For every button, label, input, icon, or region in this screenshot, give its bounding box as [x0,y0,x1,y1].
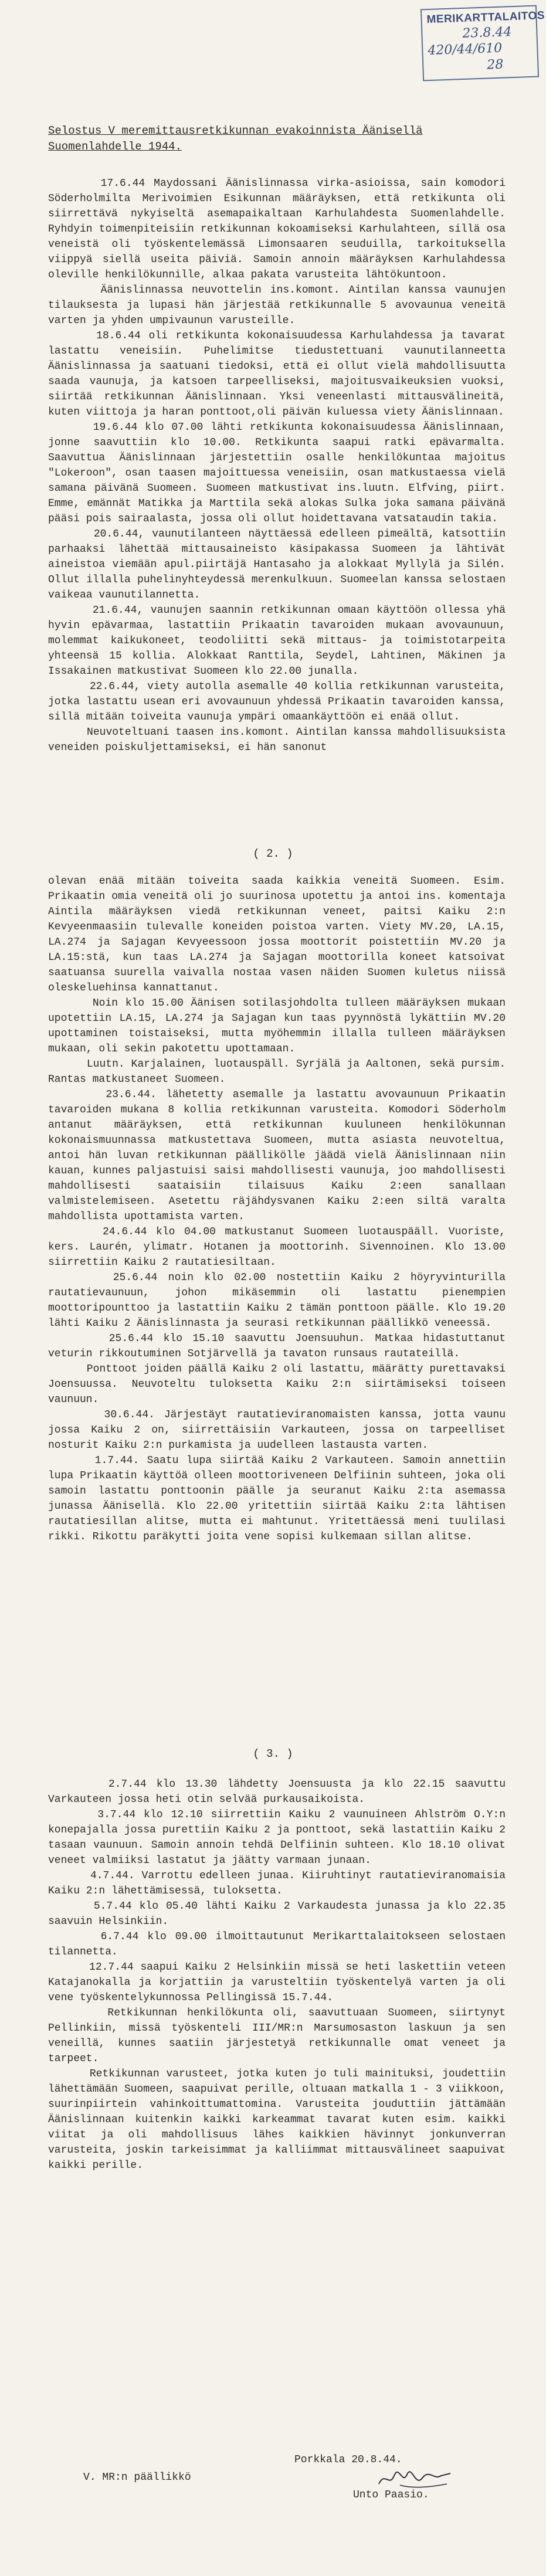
stamp-reference: 420/44/610 [427,40,503,59]
page2-body: olevan enää mitään toiveita saada kaikkia veneitä Suomeen. Esim. Prikaatin omia veneitä oli jo suurinosa upotettu ja antoi ins. komentaja Aintila määräyksen viedä retkikunnan veneet, paitsi Kaiku 2:n Kevyeenmaasiin tulevalle koneiden poistoa varten. Viety MV.20, LA.15, LA.274 ja Sajagan Kevyeessoon jossa moottorit poistettiin MV.20 ja LA.15:stä, kun taas LA.274 ja Sajagan moottorilla koneet katsoivat saatuansa suurella vaivalla nostaa vasen näiden Suomen kuletus niissä oleskeluehinsa kannattanut. Noin klo 15.00 Äänisen sotilasjohdolta tulleen määräyksen mukaan upotettiin LA.15, LA.274 ja Sajagan kun taas pyynnöstä lykättiin MV.20 upottaminen toistaiseksi, mutta myöhemmin illalla tulleen määräyksen mukaan, oli sekin pakotettu upottamaan. Luutn. Karjalainen, luotauspäll. Syrjälä ja Aaltonen, sekä pursim. Rantas matkustaneet Suomeen. 23.6.44. lähetetty asemalle ja lastattu avovaunuun Prikaatin tavaroiden mukana 8 kollia retkikunnan varusteita. Komodori Söderholm antanut määräyksen, että retkikunnan kuuluneen henkilökunnan kokonaismuunnassa matkustettava Suomeen, mutta asiasta neuvoteltua, antoi hän luvan retkikunnan päällikölle jäädä vielä Äänislinnaan niin kauan, kunnes paljastuisi saisi mahdollisesti vaunuja, joo mahdollisesti mahdollisesti saataisiin tilaisuus Kaiku 2:een sanallaan valmistelemiseen. Asetettu räjähdysvanen Kaiku 2:een siltä varalta mahdollista upottamista varten. 24.6.44 klo 04.00 matkustanut Suomeen luotauspääll. Vuoriste, kers. Laurén, ylimatr. Hotanen ja moottorinh. Sivennoinen. Klo 13.00 siirrettiin Kaiku 2 rautatiesiltaan. 25.6.44 noin klo 02.00 nostettiin Kaiku 2 höyryvinturilla rautatievaunuun, johon mikäsemmin oli lastattu pienempien moottoripounttoo ja lastattiin Kaiku 2 tämän ponttoon päälle. Klo 19.20 lähti Kaiku 2 Äänislinnasta ja seurasi retkikunnan päällikkö veneessä. 25.6.44 klo 15.10 saavuttu Joensuuhun. Matkaa hidastuttanut veturin rikkoutuminen Sotjärvellä ja tavaton runsaus rautateillä. Ponttoot joiden päällä Kaiku 2 oli lastattu, määrätty purettavaksi Joensuussa. Neuvoteltu tuloksetta Kaiku 2:n siirtämiseksi toiseen vaunuun. 30.6.44. Järjestäyt rautatieviranomaisten kanssa, jotta vaunu jossa Kaiku 2 on, siirrettäisiin Varkauteen, jossa on tarpeelliset nosturit Kaiku 2:n purkamista ja uudelleen lastausta varten. 1.7.44. Saatu lupa siirtää Kaiku 2 Varkauteen. Samoin annettiin lupa Prikaatin käyttöä olleen moottoriveneen Delfiinin suhteen, joka oli samoin lastattu ponttoonin päälle ja seuranut Kaiku 2:ta asemassa junassa Äänisellä. Klo 22.00 yritettiin siirtää Kaiku 2:ta lähtisen rautatiesillan alitse, mutta ei mahtunut. Yritettäessä meni tuulilasi rikki. Rikottu paräkytti joita vene sopisi kulkemaan sillan alitse. [48,875,506,1543]
archive-stamp [420,5,545,82]
signature-place-date: Porkkala 20.8.44. [294,2454,402,2466]
page1-body: 17.6.44 Maydossani Äänislinnassa virka-asioissa, sain komodori Söderholmilta Merivoimien Esikunnan määräyksen, että retkikunta oli siirrettävä nykyiseltä asemapaikaltaan Karhulahdesta Suomenlahdelle. Ryhdyin toimenpiteisiin retkikunnan kokoamiseksi Karhulahteen, sillä osa veneistä oli työskentelemässä Limonsaaren seuduilla, tarkoituksella viippyä siellä useita päiviä. Samoin annoin määräyksen Karhulahdessa oleville henkilökunnille, alkaa pakata varusteita lähtökuntoon. Äänislinnassa neuvottelin ins.komont. Aintilan kanssa vaunujen tilauksesta ja lupasi hän järjestää retkikunnalle 5 avovaunua veneitä varten ja yhden umpivaunun varusteille. 18.6.44 oli retkikunta kokonaisuudessa Karhulahdessa ja tavarat lastattu veneisiin. Puhelimitse tiedustettuani vaunutilanneetta Äänislinnassa ja saatuani tiedoksi, että ei ollut vielä mahdollisuutta saada vaunuja, ja katsoen tarpeelliseksi, majoitusvaikeuksien vuoksi, siirtää retkikunnan Äänislinnaan. Yksi veneenlasti mittausvälineitä, kuten viittoja ja haran ponttoot,oli päivän kuluessa viety Äänislinnaan. 19.6.44 klo 07.00 lähti retkikunta kokonaisuudessa Äänislinnaan, jonne saavuttiin klo 10.00. Retkikunta saapui ratki epävarmalta. Saavuttua Äänislinnaan järjestettiin osalle henkilökuntaa majoitus "Lokeroon", osan taasen majoittuessa veneisiin, osan matkustaessa vielä samana päivänä Suomeen. Suomeen matkustivat ins.luutn. Elfving, piirt. Emme, emännät Matikka ja Marttila sekä alokas Sulka joka samana päivänä pääsi pois sairaalasta, jossa oli ollut hoidettavana vatsataudin takia. 20.6.44, vaunutilanteen näyttäessä edelleen pimeältä, katsottiin parhaaksi lähettää mittausaineisto käsipakassa Suomeen ja lähtivät aineistoa viemään apul.piirtäjä Hantasaho ja alokkaat Myllylä ja Silén. Ollut illalla puhelinyhteydessä merenkulkuun. Suomeelan kanssa selostaen vaikeaa vaunutilannetta. 21.6.44, vaunujen saannin retkikunnan omaan käyttöön ollessa yhä hyvin epävarmaa, lastattiin Prikaatin tavaroiden mukaan avovaunuun, molemmat kaikukoneet, teodoliitti sekä mittaus- ja toimistotarpeita yhteensä 15 kollia. Alokkaat Ranttila, Seydel, Lahtinen, Mäkinen ja Issakainen matkustivat Suomeen klo 22.00 junalla. 22.6.44, viety autolla asemalle 40 kollia retkikunnan varusteita, jotka lastattu usean eri avovaunuun yhdessä Prikaatin tavaroiden kanssa, sillä mitään toiveita vaunuja ympäri omaankäyttöön ei enää ollut. Neuvoteltuani taasen ins.komont. Aintilan kanssa mahdollisuuksista veneiden poiskuljettamiseksi, ei hän sanonut [48,178,506,754]
stamp-date: 23.8.44 [462,24,512,41]
signature-title: V. MR:n päällikkö [83,2472,191,2483]
signature-name: Unto Paasio. [353,2489,429,2501]
document-title: Selostus V meremittausretkikunnan evakoinnista Äänisellä Suomenlahdelle 1944. [48,124,423,153]
signature-block [48,2451,506,2521]
page-number-2: ( 2. ) [253,847,293,860]
handwritten-signature [377,2468,453,2491]
page-number-3: ( 3. ) [253,1747,293,1760]
stamp-number: 28 [486,57,504,73]
stamp-header: MERIKARTTALAITOS [426,9,545,26]
page3-body: 2.7.44 klo 13.30 lähdetty Joensuusta ja klo 22.15 saavuttu Varkauteen jossa heti otin selvää purkausaikoista. 3.7.44 klo 12.10 siirrettiin Kaiku 2 vaunuineen Ahlström O.Y:n konepajalla jossa purettiin Kaiku 2 ja ponttoot, sekä lastattiin Kaiku 2 tasaan vaunuun. Samoin annoin tehdä Delfiinin suhteen. Klo 18.10 olivat veneet valmiiksi lastatut ja jäätty varmaan junaan. 4.7.44. Varrottu edelleen junaa. Kiiruhtinyt rautatieviranomaisia Kaiku 2:n lähettämisessä, tuloksetta. 5.7.44 klo 05.40 lähti Kaiku 2 Varkaudesta junassa ja klo 22.35 saavuin Helsinkiin. 6.7.44 klo 09.00 ilmoittautunut Merikarttalaitokseen selostaen tilannetta. 12.7.44 saapui Kaiku 2 Helsinkiin missä se heti laskettiin veteen Katajanokalla ja korjattiin ja varusteltiin työskentelyä varten ja oli vene työskentelykunnossa Pellingissä 15.7.44. Retkikunnan henkilökunta oli, saavuttuaan Suomeen, siirtynyt Pellinkiin, missä työskenteli III/MR:n Marsumosaston laskuun ja sen veneillä, kunnes saatiin järjestetyä retkikunnalle omat veneet ja tarpeet. Retkikunnan varusteet, jotka kuten jo tuli mainituksi, joudettiin lähettämään Suomeen, saapuivat perille, oltuaan matkalla 1 - 3 viikkoon, suurinpiirtein vahinkoittumattomina. Varusteita jouduttiin jättämään Äänislinnaan kuitenkin kaikki karkeammat tavarat kuten esim. kaikki viitat ja oli mahdollisuus lähes kaikkien hävinnyt jonkunverran varusteita, joskin tarkeisimmat ja kalliimmat mittausvälineet saapuivat kaikki perille. [48,1779,506,2171]
